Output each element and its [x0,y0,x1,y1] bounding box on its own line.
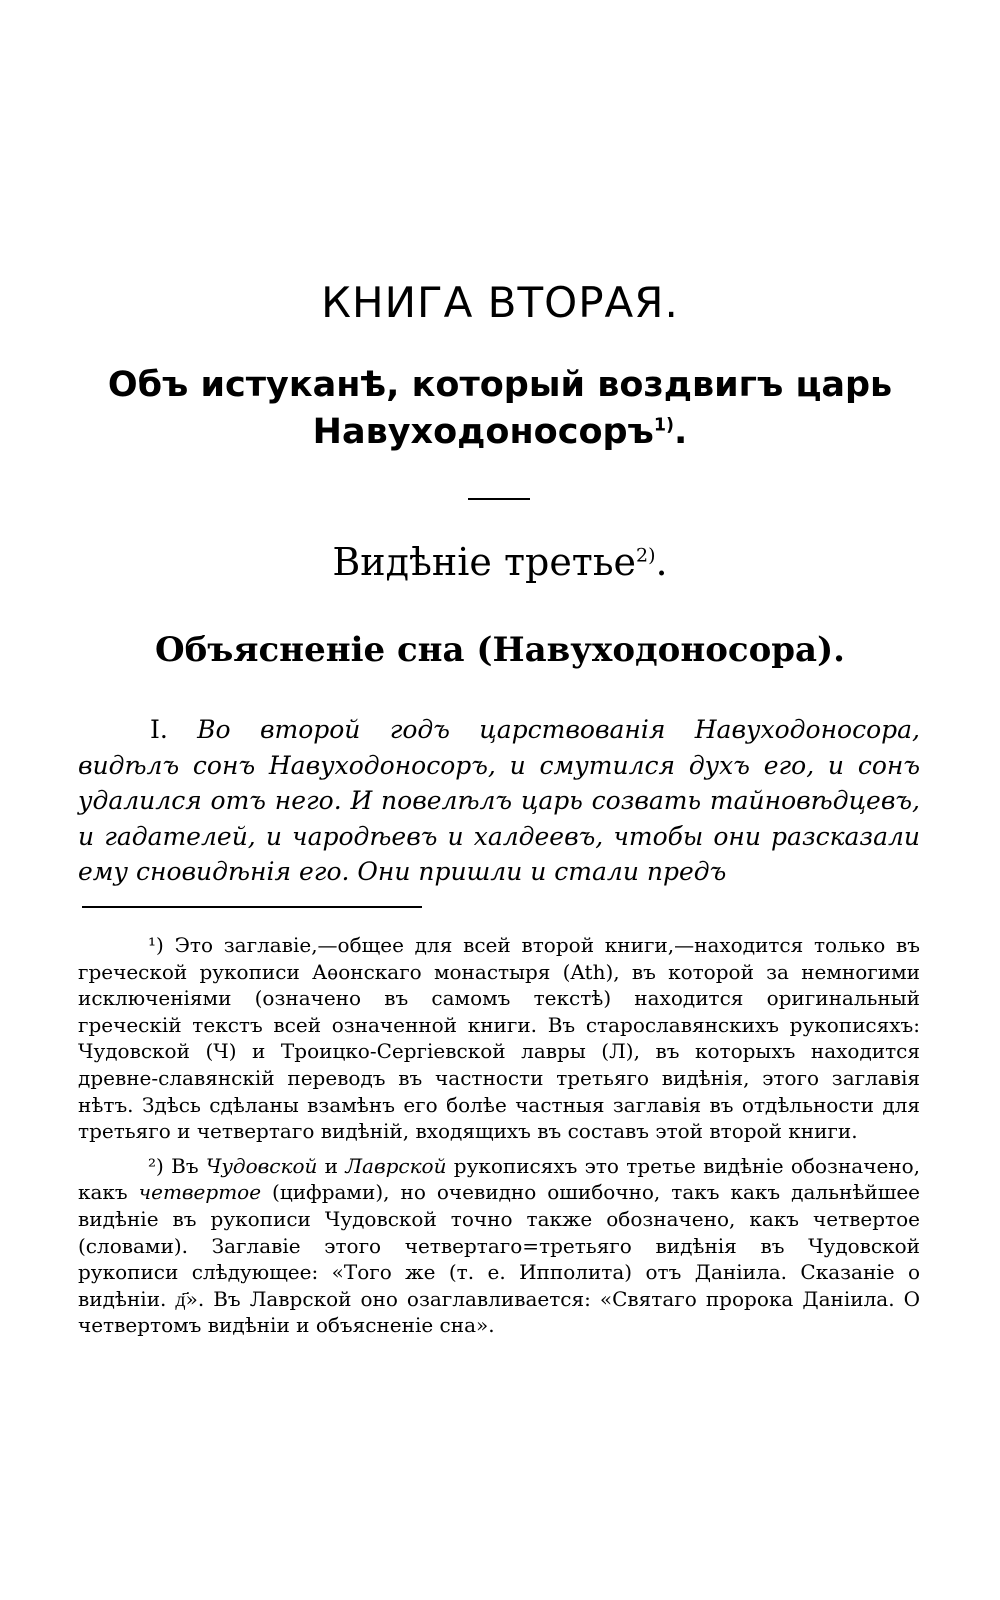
chapter-title-text: Объ истуканѣ, который воздвигъ царь Навуходоносоръ [107,365,893,452]
footnote-2-chudov: Чудовской [205,1153,318,1178]
footnote-rule [82,906,422,908]
footnotes [78,932,920,1347]
footnote-1: ¹) Это заглавіе,—общее для всей второй книги,—находится только въ греческой рукописи Аѳонскаго монастыря (Ath), въ которой за немногими исключеніями (означено въ самомъ текстѣ) находится оригинальный греческій текстъ всей означенной книги. Въ старославянскихъ рукописяхъ: Чудовской (Ч) и Троицко-Сергіевской лавры (Л), въ которыхъ находится древне-славянскій переводъ въ частности третьяго видѣнія, этого заглавія нѣтъ. Здѣсь сдѣланы взамѣнъ его болѣе частныя заглавія въ отдѣльности для третьяго и четвертаго видѣній, входящихъ въ составъ этой второй книги. [78,933,920,1144]
vision-subtitle: Объясненіе сна (Навуходоносора). [154,630,846,670]
paragraph-number: I. [150,715,168,744]
footnote-2 [78,1153,920,1339]
footnote-2-part: рукописяхъ это третье видѣніе обозначено, какъ [78,1153,921,1205]
footnote-2-part: ²) Въ [148,1153,206,1178]
footnote-2-part: и [317,1153,346,1178]
vision-title-period: . [655,540,668,584]
footnote-ref-1: 1) [653,415,675,436]
chapter-title-period: . [674,412,688,452]
footnote-2-lavra: Лаврской [345,1153,447,1178]
footnote-ref-2: 2) [636,544,656,567]
book-title: КНИГА ВТОРАЯ. [321,278,679,327]
footnote-2-fourth: четвертое [138,1180,262,1205]
chapter-title [80,362,920,456]
vision-title-text: Видѣніе третье [332,540,637,584]
body-paragraph [78,712,920,890]
vision-title [0,540,1000,584]
section-divider [468,498,530,500]
paragraph-text: Во второй годъ царствованія Навуходоносора, видѣлъ сонъ Навуходоносоръ, и смутился духъ его, и сонъ удалился отъ него. И повелѣлъ царь созвать тайновѣдцевъ, и гадателей, и чародѣевъ и халдеевъ, чтобы они разсказали ему сновидѣнія его. Они пришли и стали предъ [78,715,920,886]
footnote-2-part: (цифрами), но очевидно ошибочно, такъ какъ дальнѣйшее видѣніе въ рукописи Чудовской точно также обозначено, какъ четвертое (словами). Заглавіе этого четвертаго=третьяго видѣнія въ Чудовской рукописи слѣдующее: «Того же (т. е. Ипполита) отъ Даніила. Сказаніе о видѣніи. д҃». Въ Лаврской оно озаглавливается: «Святаго пророка Даніила. О четвертомъ видѣніи и объясненіе сна». [78,1180,920,1338]
